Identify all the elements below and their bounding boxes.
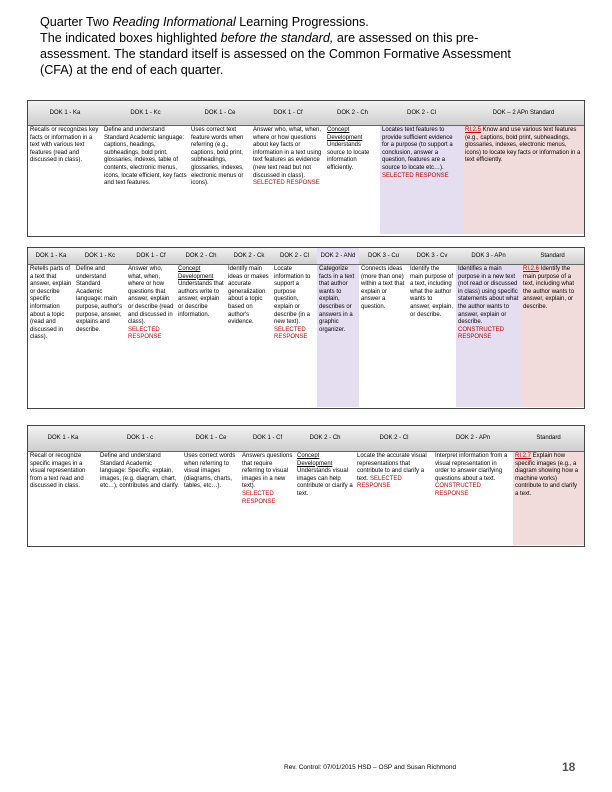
- table-cell: Uses correct words when referring to visual images (diagrams, charts, tables, etc…).: [184, 453, 236, 490]
- header-cell: DOK 1 - Kc: [84, 252, 116, 259]
- page-title: Quarter Two Reading Informational Learning Progressions. The indicated boxes highlighted before the standard, are assessed on this pre- assessment. The standard itself is assessed on the Common Formative Assessment (CFA) at the end of each quarter.: [40, 15, 511, 77]
- header-cell: DOK 1 - Ka: [35, 252, 67, 259]
- header-cell: Standard: [540, 252, 565, 259]
- progression-table-2: [27, 247, 585, 409]
- header-cell: DOK 1 - Cf: [273, 109, 303, 116]
- header-cell: DOK 3 - Cu: [367, 252, 399, 259]
- header-cell: DOK 1 - c: [126, 435, 154, 441]
- header-cell: DOK 2 - ANd: [317, 248, 359, 264]
- table-cell: Locate the accurate visual representations that contribute to and clarify a text. SELECTED RESPONSE: [357, 453, 427, 490]
- table-cell: Identifies a main purpose in a new text (not read or discussed in class) using specific statements about what the author wants to answer, explain or describe. CONSTRUCTED RESPONSE: [456, 265, 521, 407]
- table-cell: Concept Development Understands visual images can help contribute or clarify a text.: [297, 453, 353, 497]
- header-cell: DOK 2 - Cl: [279, 252, 309, 259]
- standard-cell: RI.2.7 Explain how specific images (e.g., a diagram showing how a machine works) contribute to and clarify a text.: [513, 452, 584, 545]
- header-cell: DOK 2 - Cl: [406, 109, 436, 116]
- header-cell: DOK 2 - Ch: [336, 109, 368, 116]
- header-cell: DOK – 2 APn Standard: [492, 109, 555, 116]
- table-cell: Retells parts of a text that answer, explain or describe specific information about a topic (read and discussed in class).: [30, 266, 72, 341]
- table-header: [28, 248, 584, 265]
- header-cell: DOK 1 - Ka: [47, 435, 79, 441]
- header-cell: DOK 2 - Ch: [309, 435, 341, 441]
- header-cell: DOK 2 - APn: [455, 435, 491, 441]
- table-cell: Define and understand Standard Academic language: captions, headings, subheadings, bold print, glossaries, indexes, table of contents, electronic menus, icons, locate efficient, key facts and text features.: [104, 127, 187, 187]
- standard-cell: RI.2.6 Identify the main purpose of a text, including what the author wants to answer, explain, or describe.: [521, 265, 584, 407]
- header-cell: DOK 1 - Ka: [49, 109, 81, 116]
- header-cell: DOK 1 - Cf: [252, 435, 283, 441]
- table-cell: Uses correct text feature words when referring (e.g., captions, bold print, subheadings, glossaries, indexes, electronic menus or icons).: [191, 127, 244, 187]
- header-cell: DOK 1 - Ce: [204, 109, 236, 116]
- page-number: 18: [562, 760, 576, 774]
- table-cell: Recall or recognize specific images in a visual representation from a text read and discussed in class.: [30, 453, 86, 490]
- header-cell: DOK 1 - Ce: [195, 435, 227, 441]
- header-cell: DOK 2 - Ck: [233, 252, 265, 259]
- header-cell: Standard: [536, 435, 561, 441]
- revision-footer: Rev. Control: 07/01/2015 HSD – OSP and Susan Richmond: [284, 764, 457, 771]
- standard-cell: RI.2.5 Know and use various text features (e.g., captions, bold print, subheadings, glossaries, indexes, electronic menus, icons) to locate key facts or information in a text efficiently.: [463, 126, 584, 234]
- table-cell: Concept Development Understands source to locate information efficiently.: [327, 127, 370, 171]
- table-cell: Answers questions that require referring to visual images in a new text). SELECTED RESPONSE: [242, 453, 293, 505]
- header-cell: DOK 3 - Cv: [416, 252, 448, 259]
- table-cell: Define and understand Standard Academic language: main purpose, author's purpose, answer, explains and describe.: [76, 266, 123, 333]
- header-cell: DOK 3 - APn: [471, 252, 506, 259]
- header-cell: DOK 2 - Cl: [379, 435, 409, 441]
- table-cell: Identify the main purpose of a text, including what the author wants to answer, explain, or describe.: [410, 266, 454, 318]
- table-cell: Recalls or recognizes key facts or information in a text with various text features (read and discussed in class).: [30, 127, 99, 164]
- table-header: [28, 101, 584, 126]
- header-cell: DOK 1 - Cf: [136, 252, 166, 259]
- table-cell: Answer who, what, when, where or how questions about key facts or information in a text using text features as evidence (new text read but not discussed in class). SELECTED RESPONSE: [253, 127, 322, 187]
- progression-table-1: [27, 100, 585, 237]
- table-cell: Identify main ideas or makes accurate generalization about a topic based on author's evidence.: [228, 266, 269, 326]
- table-cell: Interpret information from a visual representation in order to answer clarifying questions about a text. CONSTRUCTED RESPONSE: [435, 453, 508, 497]
- header-cell: DOK 2 - Ch: [185, 252, 217, 259]
- table-cell: Answer who, what, when, where or how questions that answer, explain or describe (read and discussed in class). SELECTED RESPONSE: [128, 266, 174, 341]
- progression-table-3: [27, 425, 585, 547]
- table-cell: Locate information to support a purpose question, explain or describe (in a new text). SELECTED RESPONSE: [274, 266, 311, 341]
- table-cell: Define and understand Standard Academic language: Specific, explain, images, (e.g. diagram, chart, etc…), contributes and clarify.: [100, 453, 179, 490]
- table-header: [28, 426, 584, 452]
- table-cell: Connects ideas (more than one) within a text that explain or answer a question.: [361, 266, 405, 310]
- table-cell: Concept Development Understands that authors write to answer, explain or describe information.: [178, 266, 224, 318]
- header-cell: DOK 1 - Kc: [130, 109, 161, 116]
- table-cell: Locates text features to provide sufficient evidence for a purpose (to support a conclusion, answer a question, features are a source to locate etc…). SELECTED RESPONSE: [380, 126, 463, 234]
- table-cell: Categorize facts in a text that author wants to explain, describes or answers in a graphic organizer.: [317, 265, 359, 407]
